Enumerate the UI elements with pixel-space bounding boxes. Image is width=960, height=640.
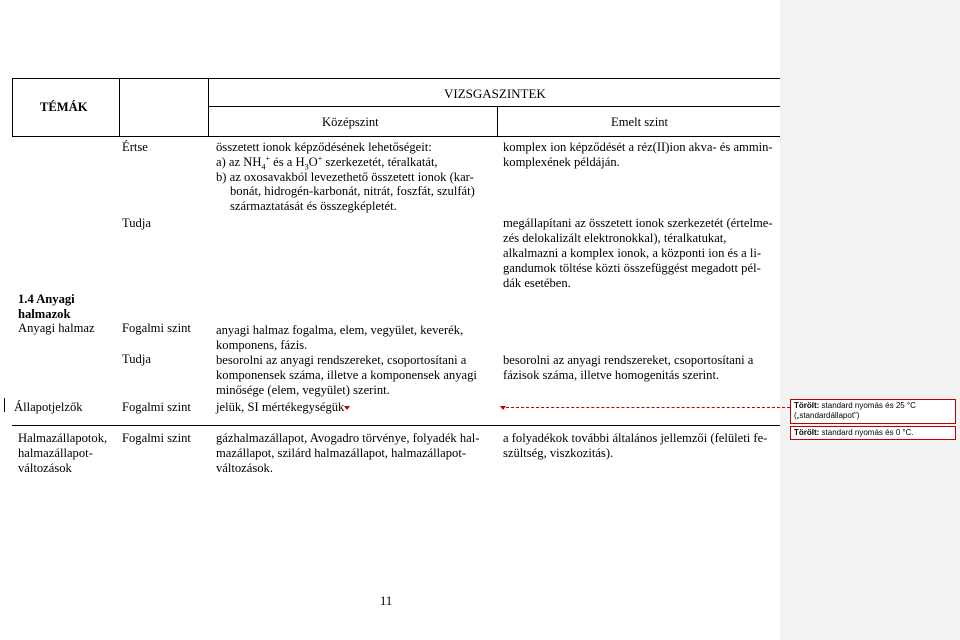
section-subtopic: Anyagi halmaz xyxy=(18,321,95,335)
row1-right-line1: komplex ion képződését a réz(II)ion akva- és ammin- xyxy=(503,140,773,154)
formula-h3o: és a H xyxy=(269,155,305,169)
row2-right-line5: dák esetében. xyxy=(503,276,571,290)
row2-right-line4: gandumok töltése közti összefüggést megadott pél- xyxy=(503,261,761,275)
formula-nh4: a) az NH xyxy=(216,155,262,169)
row4-mid-line3: minősége (elem, vegyület) szerint. xyxy=(216,383,390,397)
row1-mid-line3: b) az oxosavakból levezethető összetett ionok (kar- xyxy=(216,170,474,184)
table-top-border xyxy=(12,78,787,79)
row5-label: Fogalmi szint xyxy=(122,400,191,414)
change-bar xyxy=(4,398,5,412)
col-divider-1 xyxy=(119,78,120,137)
section-title: halmazok xyxy=(18,307,71,321)
comment-text: standard nyomás és 25 °C xyxy=(819,401,916,410)
comment-connector-1 xyxy=(506,407,790,408)
comment-text-2: („standardállapot”) xyxy=(794,411,860,420)
row6-topic-line2: halmazállapot- xyxy=(18,446,93,460)
deletion-comment-1[interactable] xyxy=(790,399,956,424)
row3-mid-line2: komponens, fázis. xyxy=(216,338,308,352)
row5-mid: jelük, SI mértékegységük xyxy=(216,400,345,414)
row6-mid-line2: mazállapot, szilárd halmazállapot, halmazállapot- xyxy=(216,446,467,460)
row4-mid-line1: besorolni az anyagi rendszereket, csoportosítani a xyxy=(216,353,467,367)
row2-label: Tudja xyxy=(122,216,151,230)
row1-mid-line4: bonát, hidrogén-karbonát, nitrát, foszfát, szulfát) xyxy=(230,184,475,198)
page-number: 11 xyxy=(380,594,393,608)
subscript-4: 4 xyxy=(261,162,266,172)
comment-label: Törölt: xyxy=(794,401,820,410)
row1-mid-line2 xyxy=(216,155,438,170)
comment-text: standard nyomás és 0 °C. xyxy=(819,428,914,437)
row5-topic: Állapotjelzők xyxy=(14,400,83,414)
row1-mid-line5: származtatását és összegképletét. xyxy=(230,199,397,213)
row2-right-line1: megállapítani az összetett ionok szerkezetét (értelme- xyxy=(503,216,773,230)
row6-right-line1: a folyadékok további általános jellemzői (felületi fe- xyxy=(503,431,768,445)
formula-rest: szerkezetét, téralkatát, xyxy=(322,155,438,169)
row6-right-line2: szültség, viszkozitás). xyxy=(503,446,614,460)
header-vizsgaszintek: VIZSGASZINTEK xyxy=(444,86,546,101)
row1-label: Értse xyxy=(122,140,148,154)
superscript-plus: + xyxy=(265,153,270,163)
row3-label: Fogalmi szint xyxy=(122,321,191,335)
row6-label: Fogalmi szint xyxy=(122,431,191,445)
row1-right-line2: komplexének példáján. xyxy=(503,155,620,169)
col-divider-3 xyxy=(497,106,498,137)
table-left-border xyxy=(12,78,13,137)
comment-margin xyxy=(780,0,960,640)
row2-right-line3: alkalmazni a komplex ionok, a központi ion és a li- xyxy=(503,246,762,260)
section-number: 1.4 Anyagi xyxy=(18,292,75,306)
row6-topic-line1: Halmazállapotok, xyxy=(18,431,108,445)
row6-topic-line3: változások xyxy=(18,461,72,475)
row3-mid-line1: anyagi halmaz fogalma, elem, vegyület, keverék, xyxy=(216,323,464,337)
header-emelt: Emelt szint xyxy=(611,115,669,129)
formula-o: O xyxy=(308,155,318,169)
deletion-marker-1 xyxy=(344,406,350,410)
header-temak: TÉMÁK xyxy=(40,100,88,114)
superscript-plus-2: + xyxy=(317,153,323,163)
row4-right-line2: fázisok száma, illetve homogenitás szerint. xyxy=(503,368,720,382)
col-divider-2 xyxy=(208,78,209,137)
row4-right-line1: besorolni az anyagi rendszereket, csoportosítani a xyxy=(503,353,754,367)
deletion-comment-2[interactable] xyxy=(790,426,956,440)
row4-mid-line2: komponensek száma, illetve a komponensek anyagi xyxy=(216,368,477,382)
row1-mid-line1: összetett ionok képződésének lehetőségeit: xyxy=(216,140,432,154)
row2-right-line2: zés delokalizált elektronokkal), téralkatukat, xyxy=(503,231,727,245)
row4-label: Tudja xyxy=(122,352,151,366)
header-bottom-border xyxy=(12,136,787,137)
section-divider xyxy=(12,425,787,426)
comment-label: Törölt: xyxy=(794,428,820,437)
row6-mid-line1: gázhalmazállapot, Avogadro törvénye, folyadék hal- xyxy=(216,431,480,445)
subscript-3: 3 xyxy=(304,162,309,172)
header-kozepszint: Középszint xyxy=(322,115,379,129)
row6-mid-line3: változások. xyxy=(216,461,274,475)
